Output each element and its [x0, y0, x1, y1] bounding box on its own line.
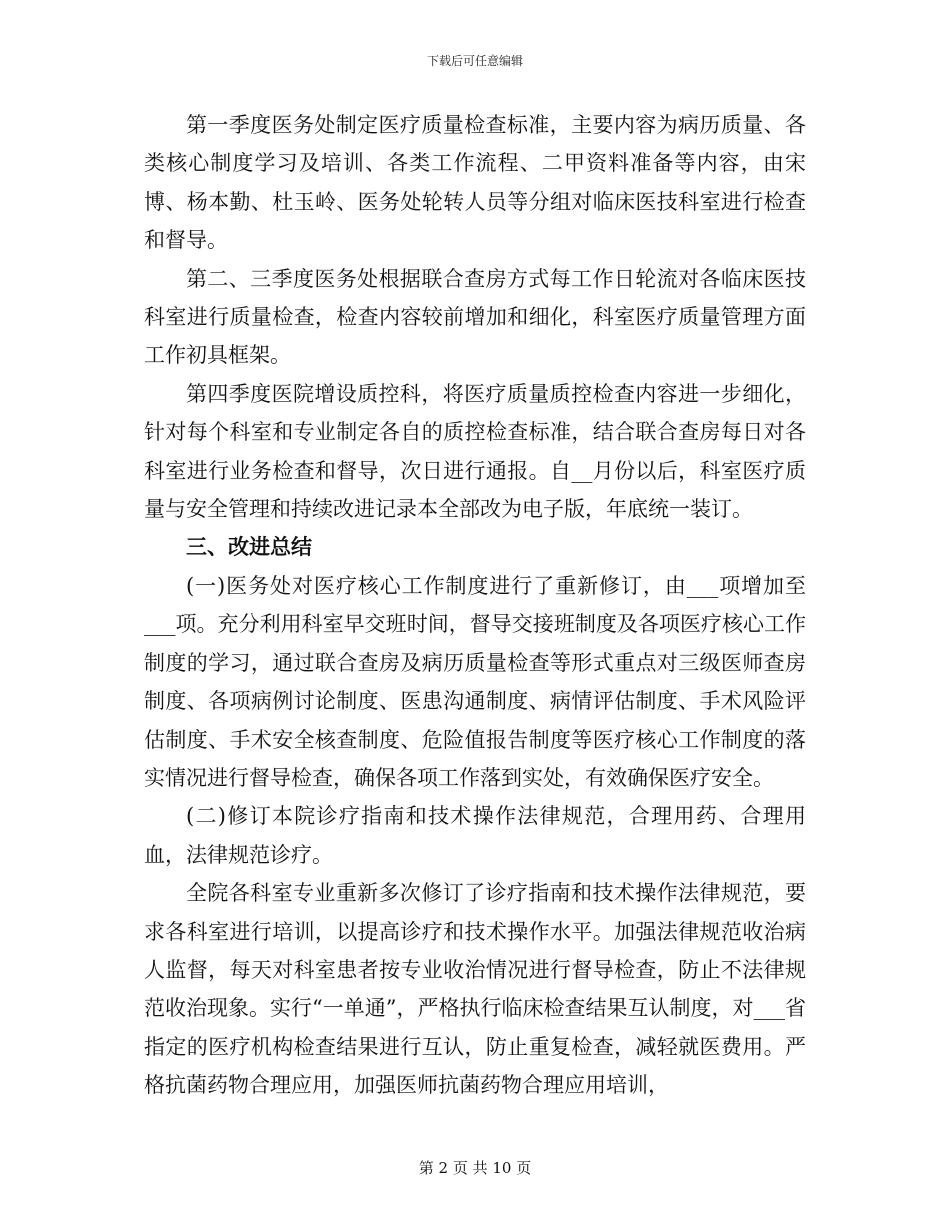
paragraph-q1: 第一季度医务处制定医疗质量检查标准，主要内容为病历质量、各类核心制度学习及培训、各类工作流程、二甲资料准备等内容，由宋博、杨本勤、杜玉岭、医务处轮转人员等分组对临床医技科室进行检查和督导。 — [144, 113, 806, 253]
document-body — [144, 106, 806, 1105]
page-number-footer: 第 2 页 共 10 页 — [418, 1159, 532, 1177]
paragraph-item-2: (二)修订本院诊疗指南和技术操作法律规范，合理用药、合理用血，法律规范诊疗。 — [144, 804, 806, 867]
page-header-note: 下载后可任意编辑 — [426, 54, 523, 68]
paragraph-q2-q3: 第二、三季度医务处根据联合查房方式每工作日轮流对各临床医技科室进行质量检查，检查内容较前增加和细化，科室医疗质量管理方面工作初具框架。 — [144, 266, 806, 368]
section-heading-improvement-summary: 三、改进总结 — [186, 535, 312, 560]
paragraph-item-1: (一)医务处对医疗核心工作制度进行了重新修订，由___项增加至___项。充分利用科室早交班时间，督导交接班制度及各项医疗核心工作制度的学习，通过联合查房及病历质量检查等形式重点对三级医师查房制度、各项病例讨论制度、医患沟通制度、病情评估制度、手术风险评估制度、手术安全核查制度、危险值报告制度等医疗核心工作制度的落实情况进行督导检查，确保各项工作落到实处，有效确保医疗安全。 — [144, 573, 806, 790]
paragraph-q4: 第四季度医院增设质控科，将医疗质量质控检查内容进一步细化，针对每个科室和专业制定各自的质控检查标准，结合联合查房每日对各科室进行业务检查和督导，次日进行通报。自__月份以后，科室医疗质量与安全管理和持续改进记录本全部改为电子版，年底统一装订。 — [144, 381, 806, 522]
paragraph-hospital-wide: 全院各科室专业重新多次修订了诊疗指南和技术操作法律规范，要求各科室进行培训，以提高诊疗和技术操作水平。加强法律规范收治病人监督，每天对科室患者按专业收治情况进行督导检查，防止不法律规范收治现象。实行“一单通”，严格执行临床检查结果互认制度，对___省指定的医疗机构检查结果进行互认，防止重复检查，减轻就医费用。严格抗菌药物合理应用，加强医师抗菌药物合理应用培训， — [144, 881, 806, 1098]
